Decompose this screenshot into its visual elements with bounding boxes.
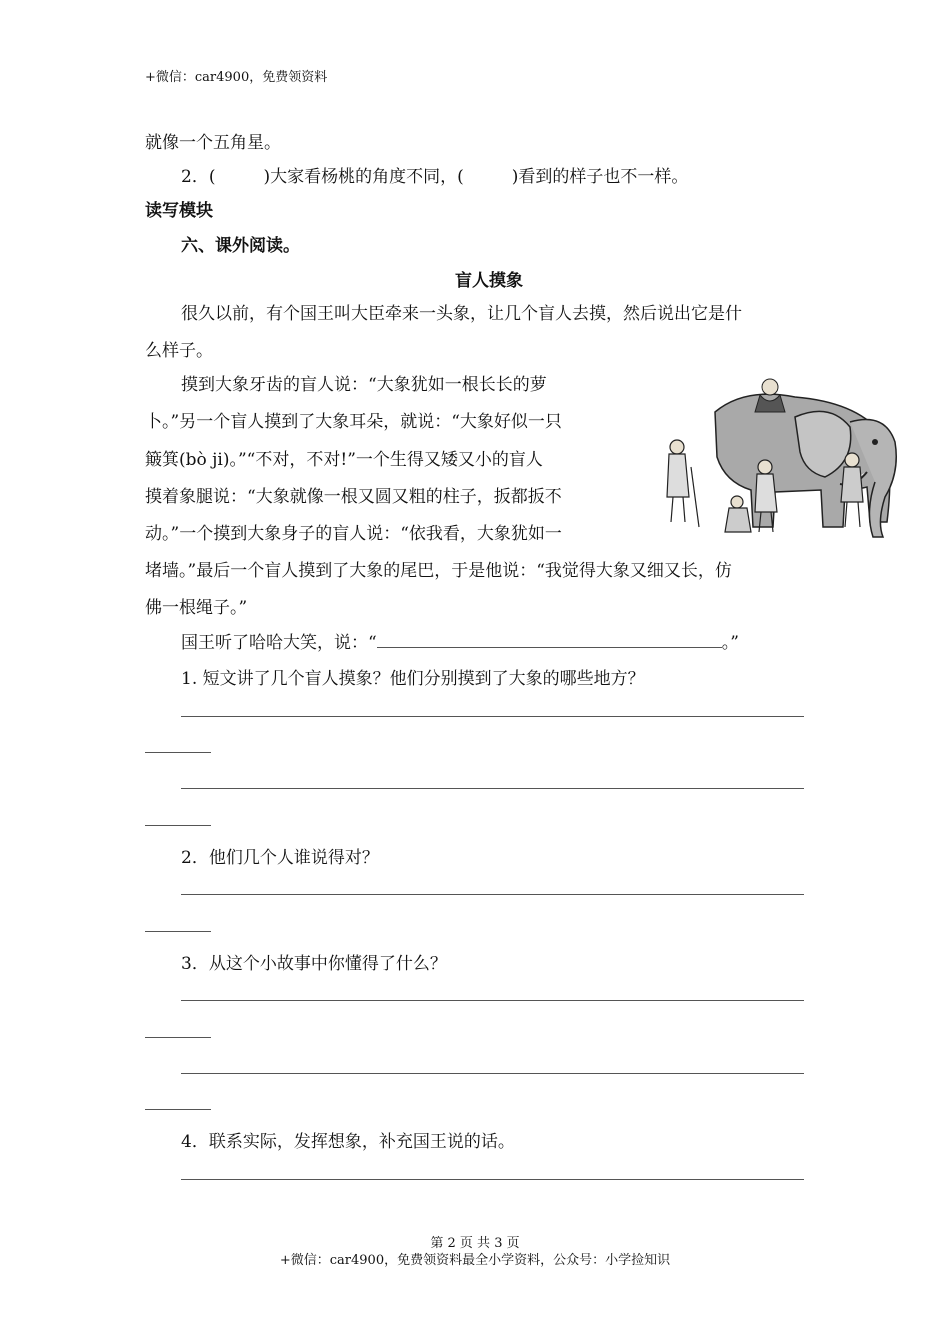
header-note: +微信：car4900，免费领资料 bbox=[145, 70, 328, 85]
question-2-fill-blank bbox=[181, 162, 688, 187]
answer-line[interactable] bbox=[181, 1073, 804, 1074]
q2-suffix: )看到的样子也不一样。 bbox=[511, 167, 689, 187]
exercise-title: 六、课外阅读。 bbox=[181, 236, 300, 256]
answer-line-continuation[interactable] bbox=[145, 825, 211, 826]
story-title: 盲人摸象 bbox=[455, 271, 523, 291]
question-1: 1. 短文讲了几个盲人摸象？他们分别摸到了大象的哪些地方？ bbox=[181, 669, 645, 689]
carry-over-line: 就像一个五角星。 bbox=[145, 133, 281, 153]
king-prefix: 国王听了哈哈大笑，说：“ bbox=[181, 633, 377, 653]
blind-men-and-elephant-illustration bbox=[655, 372, 905, 542]
king-quote-line bbox=[181, 628, 739, 653]
paragraph-2-line-4: 摸着象腿说：“大象就像一根又圆又粗的柱子，扳都扳不 bbox=[145, 487, 562, 507]
answer-line-continuation[interactable] bbox=[145, 1109, 211, 1110]
q2-prefix: 2．( bbox=[181, 167, 216, 187]
question-4: 4．联系实际，发挥想象，补充国王说的话。 bbox=[181, 1132, 515, 1152]
question-3: 3．从这个小故事中你懂得了什么？ bbox=[181, 954, 447, 974]
paragraph-1-line-2: 么样子。 bbox=[145, 341, 213, 361]
paragraph-2-line-7: 佛一根绳子。” bbox=[145, 598, 248, 618]
paragraph-2-line-5: 动。”一个摸到大象身子的盲人说：“依我看，大象犹如一 bbox=[145, 524, 562, 544]
paragraph-2-line-6: 堵墙。”最后一个盲人摸到了大象的尾巴，于是他说：“我觉得大象又细又长，仿 bbox=[145, 561, 732, 581]
answer-line[interactable] bbox=[181, 1179, 804, 1180]
answer-line[interactable] bbox=[181, 1000, 804, 1001]
answer-line[interactable] bbox=[181, 788, 804, 789]
paragraph-1-line-1: 很久以前，有个国王叫大臣牵来一头象，让几个盲人去摸，然后说出它是什 bbox=[181, 304, 742, 324]
question-2: 2．他们几个人谁说得对？ bbox=[181, 848, 379, 868]
king-suffix: 。” bbox=[721, 633, 739, 653]
paragraph-2-line-3: 簸箕(bò ji)。”“不对，不对!”一个生得又矮又小的盲人 bbox=[145, 450, 543, 470]
answer-line-continuation[interactable] bbox=[145, 1037, 211, 1038]
king-answer-blank[interactable] bbox=[377, 631, 722, 648]
paragraph-2-line-1: 摸到大象牙齿的盲人说：“大象犹如一根长长的萝 bbox=[181, 375, 547, 395]
answer-line-continuation[interactable] bbox=[145, 931, 211, 932]
footer-note: +微信：car4900，免费领资料最全小学资料，公众号：小学捡知识 bbox=[279, 1253, 671, 1268]
answer-line[interactable] bbox=[181, 894, 804, 895]
q2-middle: )大家看杨桃的角度不同，( bbox=[263, 167, 464, 187]
answer-line-continuation[interactable] bbox=[145, 752, 211, 753]
answer-line[interactable] bbox=[181, 716, 804, 717]
paragraph-2-line-2: 卜。”另一个盲人摸到了大象耳朵，就说：“大象好似一只 bbox=[145, 412, 562, 432]
section-title: 读写模块 bbox=[145, 201, 213, 221]
page-number: 第 2 页 共 3 页 bbox=[430, 1236, 520, 1251]
